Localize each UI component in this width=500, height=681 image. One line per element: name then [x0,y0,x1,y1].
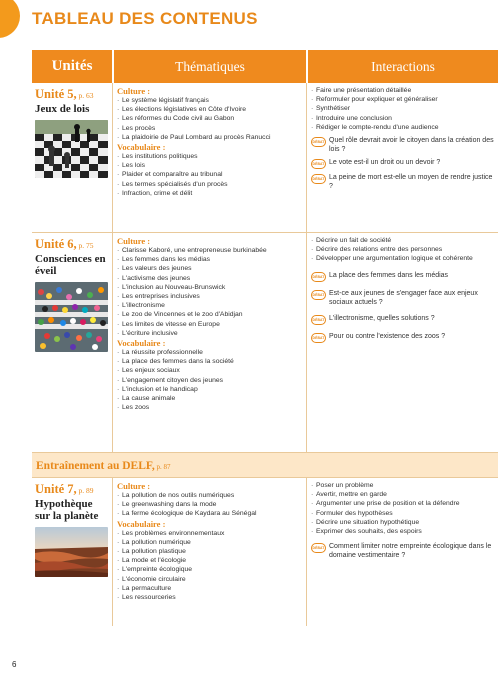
debate-icon: DÉBAT [311,159,326,169]
list-item: · La pollution de nos outils numériques [117,491,302,500]
list-item: · Infraction, crime et délit [117,189,302,198]
debate-icon: DÉBAT [311,543,326,553]
unit-page-ref: p. 75 [76,241,94,250]
debate-icon: DÉBAT [311,174,326,184]
culture-list [117,491,302,519]
delf-bar [32,453,498,478]
corner-tab [0,0,20,38]
list-item: · L'illectronisme [117,301,302,310]
culture-list [117,246,302,338]
list-item: · Plaider et comparaître au tribunal [117,170,302,179]
unit-row-7 [32,478,498,626]
vocab-list [117,348,302,412]
contents-table [32,50,498,626]
list-item: · La mode et l'écologie [117,556,302,565]
list-item: · Les procès [117,124,302,133]
list-item: · Les lois [117,161,302,170]
debate-text: L'illectronisme, quelles solutions ? [329,314,435,322]
chessboard-photo [35,120,108,178]
list-item: · Reformuler pour expliquer et généraliser [311,95,494,104]
page-title: TABLEAU DES CONTENUS [32,9,258,28]
debate-icon: DÉBAT [311,272,326,282]
debate-text: Est-ce aux jeunes de s'engager face aux enjeux sociaux actuels ? [329,289,478,306]
list-item: · La réussite professionnelle [117,348,302,357]
debate-item [311,271,494,282]
list-item: · Formuler des hypothèses [311,509,494,518]
debate-text: Le vote est-il un droit ou un devoir ? [329,159,441,167]
debate-text: Pour ou contre l'existence des zoos ? [329,332,446,340]
debate-text: Quel rôle devrait avoir le citoyen dans la création des lois ? [329,137,494,154]
vocab-heading: Vocabulaire : [117,142,166,153]
header-themes: Thématiques [114,50,306,83]
list-item: · La ferme écologique de Kaydara au Sénégal [117,509,302,518]
list-item: · La plaidoirie de Paul Lombard au procès Ranucci [117,133,302,142]
list-item: · Exprimer des souhaits, des espoirs [311,527,494,536]
list-item: · Les élections législatives en Côte d'Ivoire [117,105,302,114]
list-item: · Le greenwashing dans la mode [117,500,302,509]
unit-row-5 [32,83,498,233]
list-item: · La permaculture [117,584,302,593]
unit-row-6 [32,233,498,453]
list-item: · Poser un problème [311,481,494,490]
list-item: · Les femmes dans les médias [117,255,302,264]
crowd-crosswalk-photo [35,282,108,352]
unit-label: Unité 6, [35,237,77,251]
header-units: Unités [32,50,112,83]
list-item: · L'écriture inclusive [117,329,302,338]
interactions-list [311,86,494,132]
interactions-list [311,236,494,264]
debate-item [311,542,494,560]
list-item: · Rédiger le compte-rendu d'une audience [311,123,494,132]
list-item: · Les réformes du Code civil au Gabon [117,114,302,123]
themes-cell [112,233,306,452]
list-item: · Les ressourceries [117,593,302,602]
unit-label: Unité 7, [35,482,77,496]
unit-title: Jeux de lois [35,103,90,115]
list-item: · La pollution numérique [117,538,302,547]
debate-text: Comment limiter notre empreinte écologique dans le domaine vestimentaire ? [329,543,492,560]
list-item: · Les entreprises inclusives [117,292,302,301]
list-item: · Le système législatif français [117,96,302,105]
list-item: · Avertir, mettre en garde [311,490,494,499]
delf-page-ref: p. 87 [154,463,171,471]
list-item: · Faire une présentation détaillée [311,86,494,95]
unit-cell [32,83,112,232]
list-item: · Décrire une situation hypothétique [311,518,494,527]
list-item: · Introduire une conclusion [311,114,494,123]
culture-heading: Culture : [117,86,151,96]
vocab-heading: Vocabulaire : [117,338,166,349]
list-item: · L'empreinte écologique [117,565,302,574]
interactions-cell [306,233,498,452]
list-item: · Les zoos [117,403,302,412]
delf-label: Entraînement au DELF, [36,460,155,472]
debate-icon: DÉBAT [311,137,326,147]
unit-title: Hypothèque sur la planète [35,498,99,522]
list-item: · Les termes spécialisés d'un procès [117,180,302,189]
list-item: · Le zoo de Vincennes et le zoo d'Abidjan [117,310,302,319]
debate-icon: DÉBAT [311,290,326,300]
list-item: · Clarisse Kaboré, une entrepreneuse burkinabée [117,246,302,255]
list-item: · L'inclusion et le handicap [117,385,302,394]
list-item: · La cause animale [117,394,302,403]
debate-item [311,173,494,191]
list-item: · Synthétiser [311,104,494,113]
debate-text: La place des femmes dans les médias [329,271,449,279]
debate-item [311,136,494,154]
list-item: · La pollution plastique [117,547,302,556]
interactions-list [311,481,494,536]
culture-heading: Culture : [117,236,151,246]
header-interactions: Interactions [308,50,498,83]
debate-text: La peine de mort est-elle un moyen de rendre justice ? [329,174,493,191]
page-number: 6 [12,660,17,669]
debate-item [311,332,494,343]
debate-icon: DÉBAT [311,333,326,343]
unit-label: Unité 5, [35,87,77,101]
list-item: · Décrire un fait de société [311,236,494,245]
list-item: · Décrire des relations entre des personnes [311,245,494,254]
list-item: · Développer une argumentation logique et cohérente [311,254,494,263]
list-item: · Argumenter une prise de position et la défendre [311,499,494,508]
landscape-photo [35,527,108,577]
unit-title: Consciences en éveil [35,253,106,277]
vocab-heading: Vocabulaire : [117,518,166,529]
list-item: · L'activisme des jeunes [117,274,302,283]
culture-heading: Culture : [117,481,151,491]
unit-page-ref: p. 89 [76,486,94,495]
unit-page-ref: p. 63 [76,91,94,100]
debate-item [311,289,494,307]
list-item: · Les valeurs des jeunes [117,264,302,273]
list-item: · L'économie circulaire [117,575,302,584]
interactions-cell [306,83,498,232]
list-item: · Les limites de vitesse en Europe [117,320,302,329]
table-header [32,50,498,83]
list-item: · L'inclusion au Nouveau-Brunswick [117,283,302,292]
list-item: · Les enjeux sociaux [117,366,302,375]
vocab-list [117,152,302,198]
unit-cell [32,233,112,452]
themes-cell [112,478,306,626]
debate-icon: DÉBAT [311,315,326,325]
themes-cell [112,83,306,232]
list-item: · Les problèmes environnementaux [117,529,302,538]
interactions-cell [306,478,498,626]
debate-item [311,314,494,325]
culture-list [117,96,302,142]
list-item: · Les institutions politiques [117,152,302,161]
unit-cell [32,478,112,626]
vocab-list [117,529,302,603]
list-item: · La place des femmes dans la société [117,357,302,366]
list-item: · L'engagement citoyen des jeunes [117,376,302,385]
debate-item [311,158,494,169]
